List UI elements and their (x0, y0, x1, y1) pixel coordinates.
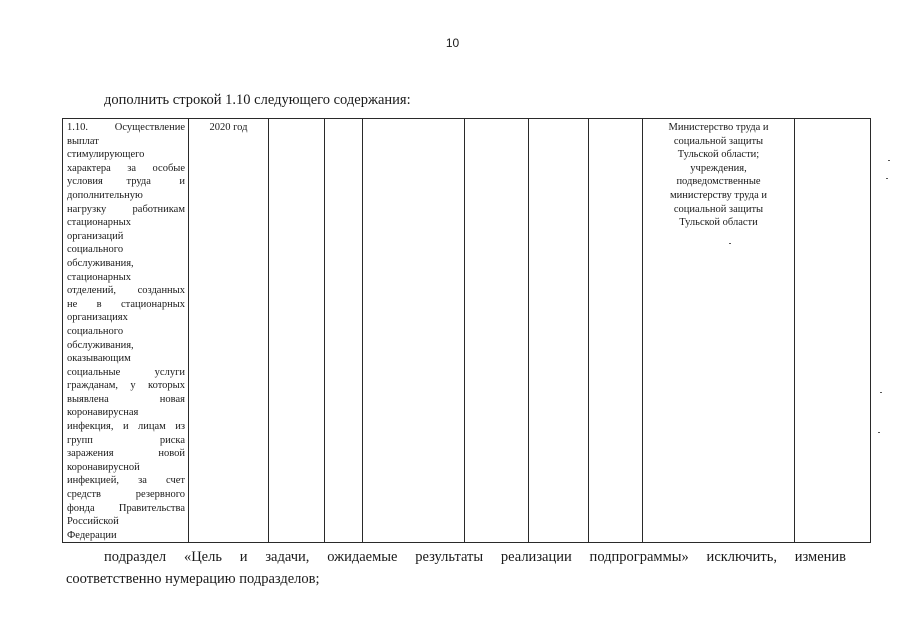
cell-empty (325, 119, 363, 543)
page-number: 10 (445, 36, 460, 50)
description-line: 1.10. Осуществление (67, 122, 185, 133)
description-line: групп риска (67, 434, 185, 446)
description-line: социального (67, 244, 124, 256)
description-line: социальные услуги (67, 366, 185, 378)
executor-line: социальной защиты (673, 135, 764, 147)
outro-line-2: соответственно нумерацию подразделов; (66, 571, 320, 587)
executor-line: Тульской области; (677, 149, 760, 161)
description-line: социального (67, 325, 124, 337)
description-line: коронавирусная (67, 407, 139, 419)
description-line: Российской (67, 516, 119, 528)
program-table (62, 118, 871, 543)
description-line: стимулирующего (67, 149, 145, 161)
scan-speck (729, 243, 731, 244)
description-line: Федерации (67, 529, 117, 541)
executor-line: учреждения, (690, 162, 747, 174)
description-line: отделений, созданных (67, 285, 185, 297)
scan-speck (886, 178, 888, 179)
description-line: выявлена новая (67, 393, 185, 405)
table-row (63, 119, 871, 543)
cell-year: 2020 год (189, 119, 269, 543)
cell-executor (643, 119, 795, 543)
executor-line: социальной защиты (673, 203, 764, 215)
description-line: нагрузку работникам (67, 203, 185, 215)
intro-text: дополнить строкой 1.10 следующего содержания: (104, 92, 411, 108)
cell-empty (269, 119, 325, 543)
description-line: стационарных (67, 217, 131, 229)
description-line: обслуживания, (67, 257, 134, 269)
description-line: стационарных (67, 271, 131, 283)
description-line: характера за особые (67, 162, 185, 174)
executor-line: Министерство труда и (668, 122, 769, 133)
cell-empty (795, 119, 871, 543)
executor-text (647, 121, 790, 230)
description-line: условия труда и (67, 176, 185, 188)
outro-line-1: подраздел «Цель и задачи, ожидаемые результаты реализации подпрограммы» исключить, изменив (104, 549, 846, 565)
scan-speck (880, 392, 882, 393)
description-line: организациях (67, 312, 128, 324)
cell-empty (529, 119, 589, 543)
description-line: инфекцией, за счет (67, 475, 185, 487)
description-line: фонда Правительства (67, 502, 185, 514)
description-line: дополнительную (67, 189, 143, 201)
executor-line: министерству труда и (669, 189, 768, 201)
description-line: инфекция, и лицам из (67, 421, 185, 433)
cell-empty (363, 119, 465, 543)
description-line: организаций (67, 230, 124, 242)
description-line: коронавирусной (67, 461, 140, 473)
description-line: средств резервного (67, 489, 185, 501)
cell-empty (589, 119, 643, 543)
cell-empty (465, 119, 529, 543)
description-line: гражданам, у которых (67, 380, 185, 392)
executor-line: Тульской области (679, 217, 758, 229)
scan-speck (888, 160, 890, 161)
description-line: оказывающим (67, 353, 131, 365)
description-line: выплат (67, 135, 99, 147)
outro-text (66, 546, 846, 590)
description-line: заражения новой (67, 448, 185, 460)
executor-line: подведомственные (676, 176, 761, 188)
scan-speck (878, 432, 880, 433)
description-line: не в стационарных (67, 298, 185, 310)
description-text (67, 121, 185, 542)
description-line: обслуживания, (67, 339, 134, 351)
cell-description (63, 119, 189, 543)
